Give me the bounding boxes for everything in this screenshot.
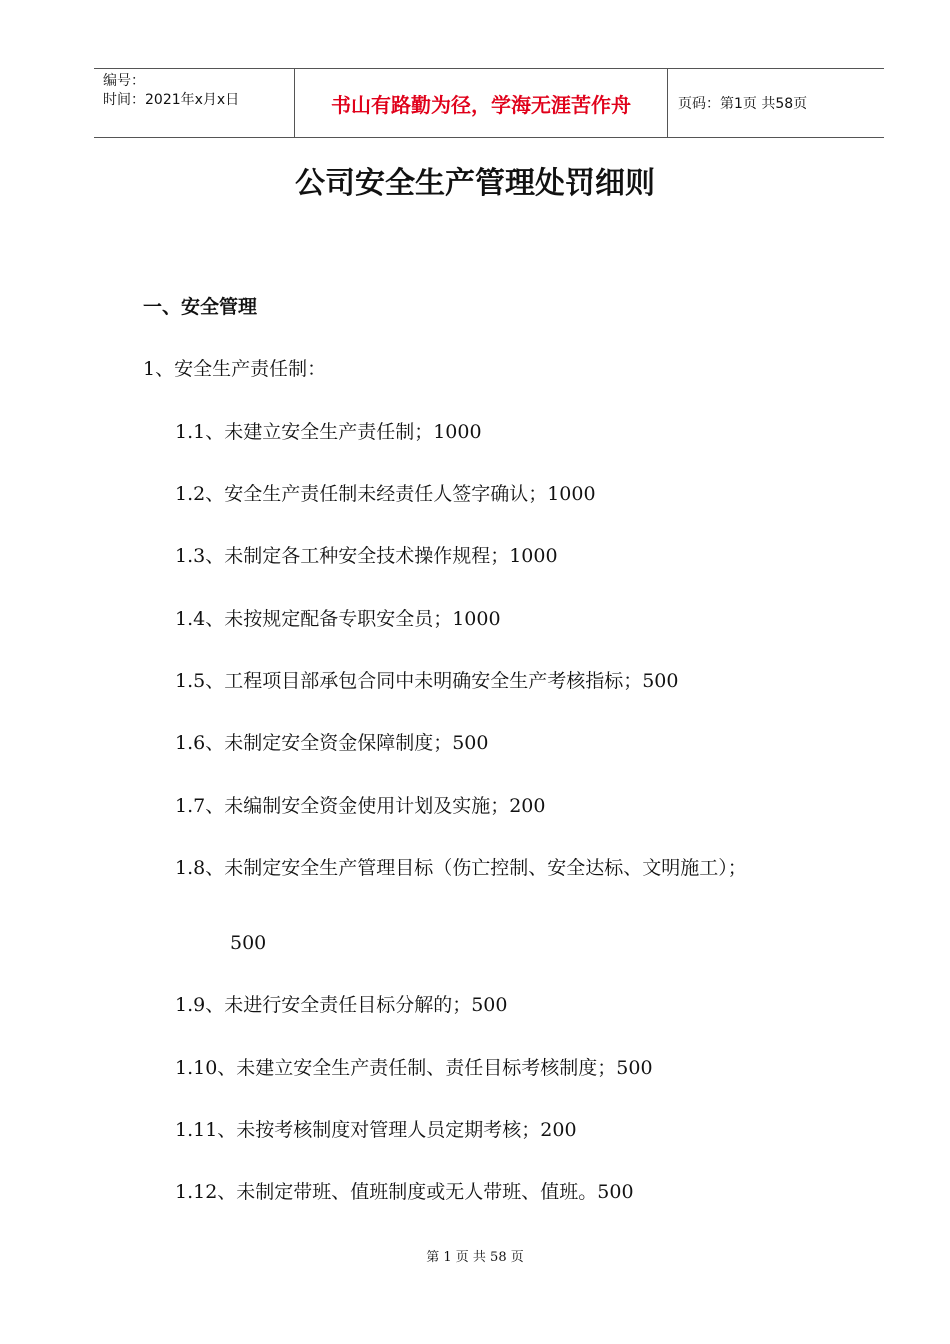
document-title: 公司安全生产管理处罚细则 [295,166,655,201]
list-item: 1.4、未按规定配备专职安全员；1000 [175,608,501,630]
section-heading: 一、安全管理 [143,296,258,318]
page-header [94,68,884,138]
list-item: 1.6、未制定安全资金保障制度；500 [175,732,489,754]
list-item: 1.7、未编制安全资金使用计划及实施；200 [175,795,546,817]
list-item: 1.2、安全生产责任制未经责任人签字确认；1000 [175,483,596,505]
list-item: 1.9、未进行安全责任目标分解的；500 [175,994,508,1016]
list-item: 1.8、未制定安全生产管理目标（伤亡控制、安全达标、文明施工）； [175,857,747,879]
document-time-label: 时间：2021年x月x日 [103,92,240,108]
subsection-heading: 1、安全生产责任制： [143,358,327,380]
page-footer: 第 1 页 共 58 页 [426,1250,524,1265]
list-item: 1.10、未建立安全生产责任制、责任目标考核制度；500 [175,1057,653,1079]
header-motto: 书山有路勤为径，学海无涯苦作舟 [294,69,668,137]
header-page-number: 页码：第1页 共58页 [678,96,808,112]
list-item-continuation: 500 [230,932,267,954]
list-item: 1.5、工程项目部承包合同中未明确安全生产考核指标；500 [175,670,679,692]
list-item: 1.12、未制定带班、值班制度或无人带班、值班。500 [175,1181,634,1203]
list-item: 1.3、未制定各工种安全技术操作规程；1000 [175,545,558,567]
header-meta-cell [94,69,294,137]
list-item: 1.11、未按考核制度对管理人员定期考核；200 [175,1119,577,1141]
list-item: 1.1、未建立安全生产责任制；1000 [175,421,482,443]
document-number-label: 编号： [103,73,145,89]
